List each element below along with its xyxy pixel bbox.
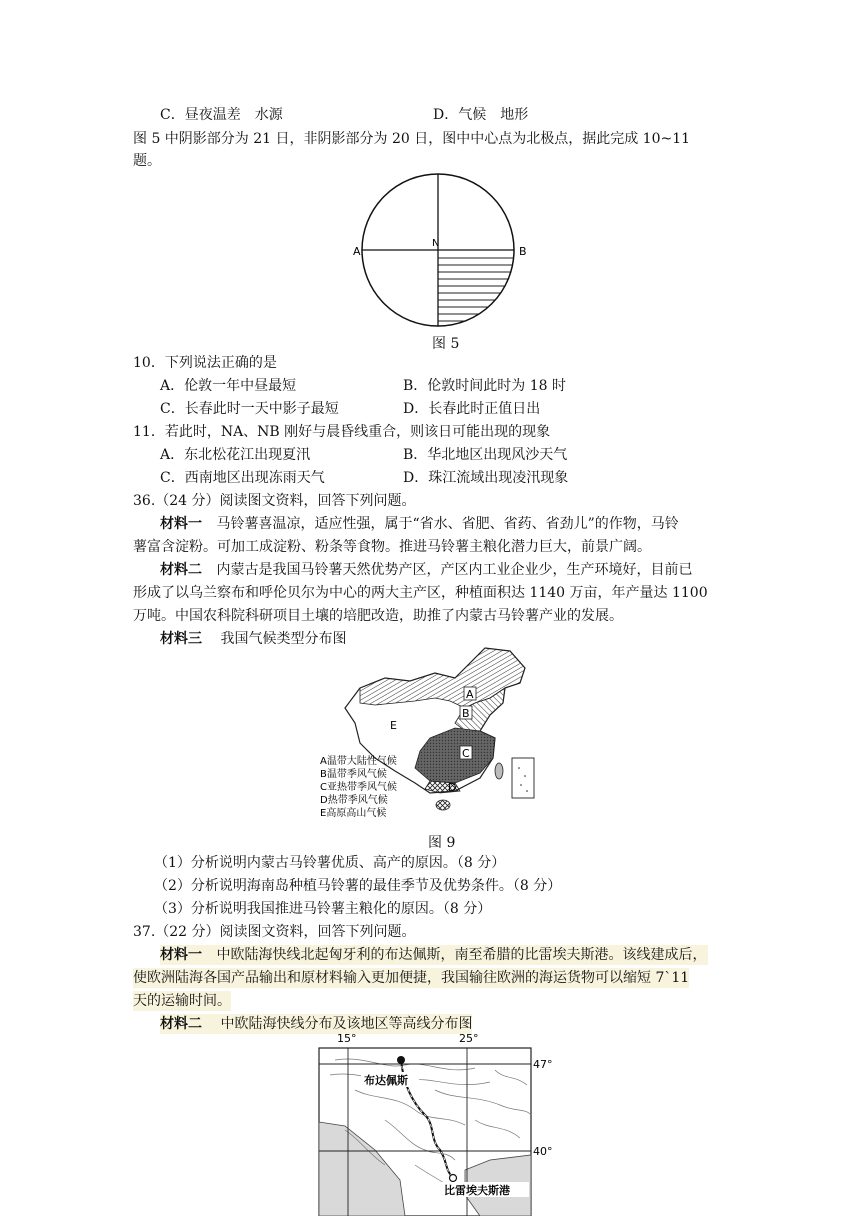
- piraeus-marker: [450, 1175, 457, 1182]
- material-label: 材料二: [160, 562, 202, 578]
- map-label-d: D: [448, 781, 457, 794]
- q37-material1-line1: 材料一 中欧陆海快线北起匈牙利的布达佩斯，南至希腊的比雷埃夫斯港。该线建成后，: [160, 947, 707, 963]
- q36-subquestion-3: （3）分析说明我国推进马铃薯主粮化的原因。（8 分）: [154, 901, 492, 917]
- q9-option-d: D．气候 地形: [433, 107, 529, 123]
- q36-subquestion-2: （2）分析说明海南岛种植马铃薯的最佳季节及优势条件。（8 分）: [154, 878, 562, 894]
- central-europe-contour-map: [315, 1030, 560, 1216]
- q11-option-b: B．华北地区出现风沙天气: [403, 447, 568, 463]
- figure-9-caption: 图 9: [428, 835, 456, 851]
- q36-material2-line1: 材料二 内蒙古是我国马铃薯天然优势产区，产区内工业企业少，生产环境好，目前已: [160, 562, 693, 578]
- material-label: 材料一: [160, 947, 202, 963]
- map-label-b: B: [462, 707, 470, 720]
- piraeus-label: 比雷埃夫斯港: [444, 1184, 510, 1197]
- q36-material2-line3: 万吨。中国农科院科研项目土壤的培肥改造，助推了内蒙古马铃薯产业的发展。: [133, 608, 623, 624]
- map-label-e: E: [390, 719, 397, 732]
- figure-5-caption: 图 5: [432, 336, 460, 352]
- q11-stem: 11．若此时，NA、NB 刚好与晨昏线重合，则该日可能出现的现象: [133, 424, 551, 440]
- q10-option-a: A．伦敦一年中昼最短: [160, 378, 297, 394]
- q36-stem: 36.（24 分）阅读图文资料，回答下列问题。: [133, 493, 416, 509]
- taiwan-island: [495, 763, 503, 779]
- latitude-label-40: 40°: [533, 1145, 553, 1158]
- material-label: 材料二: [160, 1016, 202, 1032]
- legend-item: E高原高山气候: [320, 808, 387, 819]
- figure-5-polar-diagram: [350, 170, 540, 340]
- budapest-label: 布达佩斯: [364, 1074, 408, 1087]
- material-label: 材料一: [160, 516, 202, 532]
- q11-option-d: D．珠江流域出现凌汛现象: [403, 470, 569, 486]
- longitude-label-15: 15°: [337, 1032, 357, 1045]
- fig5-intro-line1: 图 5 中阴影部分为 21 日，非阴影部分为 20 日，图中中心点为北极点，据此完成 10~11: [133, 131, 691, 147]
- legend-item: D热带季风气候: [320, 795, 388, 806]
- q9-option-c: C．昼夜温差 水源: [160, 107, 283, 123]
- q36-material1-line1: 材料一 马铃薯喜温凉，适应性强，属于“省水、省肥、省药、省劲儿”的作物，马铃: [160, 516, 679, 532]
- fig5-intro-line2: 题。: [133, 153, 161, 169]
- q36-material1-line2: 薯富含淀粉。可加工成淀粉、粉条等食物。推进马铃薯主粮化潜力巨大，前景广阔。: [133, 539, 651, 555]
- south-china-sea-inset: [512, 758, 534, 798]
- q37-material2: 材料二 中欧陆海快线分布及该地区等高线分布图: [160, 1016, 473, 1032]
- q10-option-d: D．长春此时正值日出: [403, 401, 541, 417]
- label-n: N: [432, 238, 440, 249]
- legend-item: B温带季风气候: [320, 769, 387, 780]
- q11-option-a: A．东北松花江出现夏汛: [160, 447, 311, 463]
- shaded-quarter: [438, 258, 520, 321]
- latitude-label-47: 47°: [533, 1058, 553, 1071]
- q10-option-c: C．长春此时一天中影子最短: [160, 401, 339, 417]
- q37-stem: 37.（22 分）阅读图文资料，回答下列问题。: [133, 924, 416, 940]
- budapest-marker: [397, 1056, 405, 1064]
- label-a: A: [353, 245, 361, 258]
- map-legend: [320, 754, 397, 819]
- longitude-label-25: 25°: [459, 1032, 479, 1045]
- map-label-a: A: [466, 688, 474, 701]
- q36-material2-line2: 形成了以乌兰察布和呼伦贝尔为中心的两大主产区，种植面积达 1140 万亩，年产量达 1100: [133, 585, 708, 601]
- q36-subquestion-1: （1）分析说明内蒙古马铃薯优质、高产的原因。（8 分）: [154, 855, 506, 871]
- legend-item: A温带大陆性气候: [320, 756, 397, 767]
- q37-material1-line2: 使欧洲陆海各国产品输出和原材料输入更加便捷，我国输往欧洲的海运货物可以缩短 7`11: [133, 970, 690, 986]
- q11-option-c: C．西南地区出现冻雨天气: [160, 470, 325, 486]
- figure-9-climate-map: [315, 643, 555, 828]
- material-label: 材料三: [160, 631, 202, 647]
- hainan-island: [436, 800, 450, 810]
- label-b: B: [519, 245, 527, 258]
- q36-material3: 材料三 我国气候类型分布图: [160, 631, 347, 647]
- legend-item: C亚热带季风气候: [320, 782, 397, 793]
- map-label-c: C: [462, 747, 470, 760]
- q10-option-b: B．伦敦时间此时为 18 时: [403, 378, 567, 394]
- q10-stem: 10．下列说法正确的是: [133, 355, 277, 371]
- q37-material1-line3: 天的运输时间。: [133, 993, 231, 1009]
